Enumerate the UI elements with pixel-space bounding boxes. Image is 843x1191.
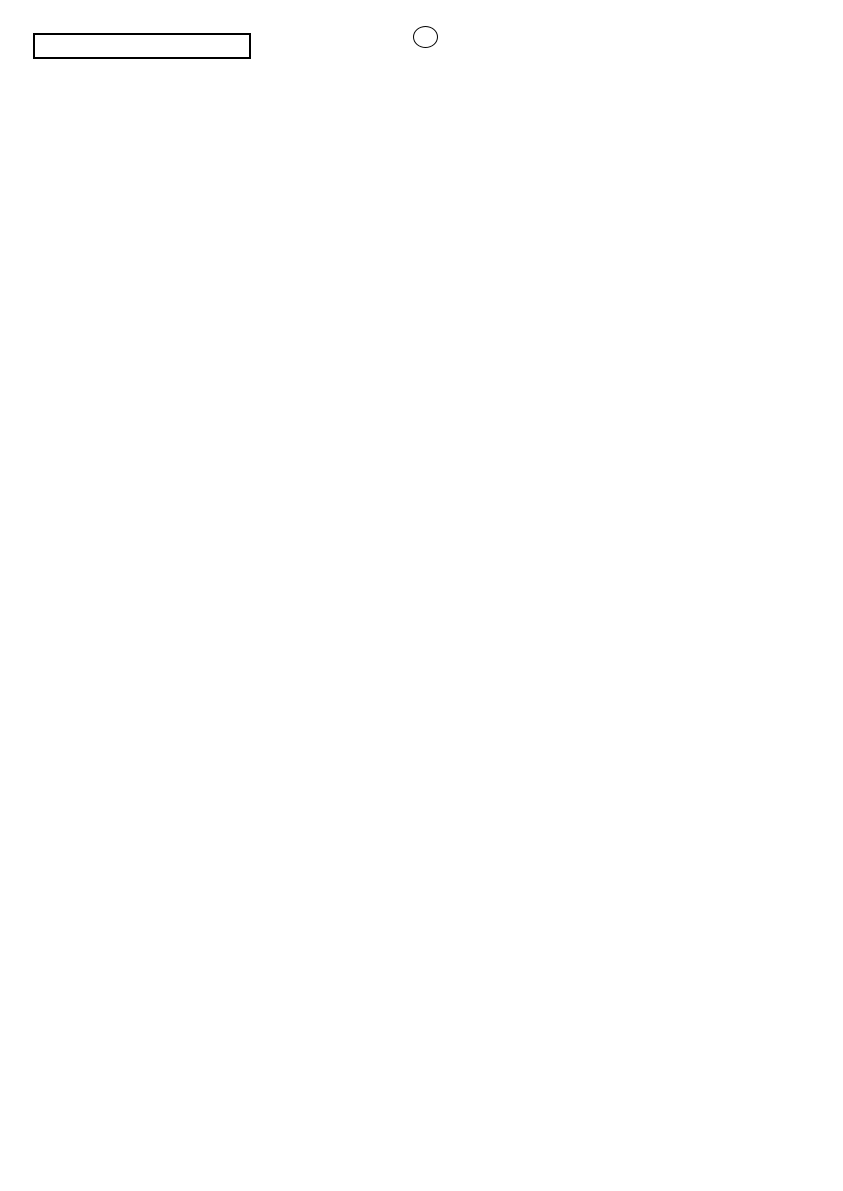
language-badge <box>413 26 438 48</box>
paragraph-label <box>33 33 251 59</box>
